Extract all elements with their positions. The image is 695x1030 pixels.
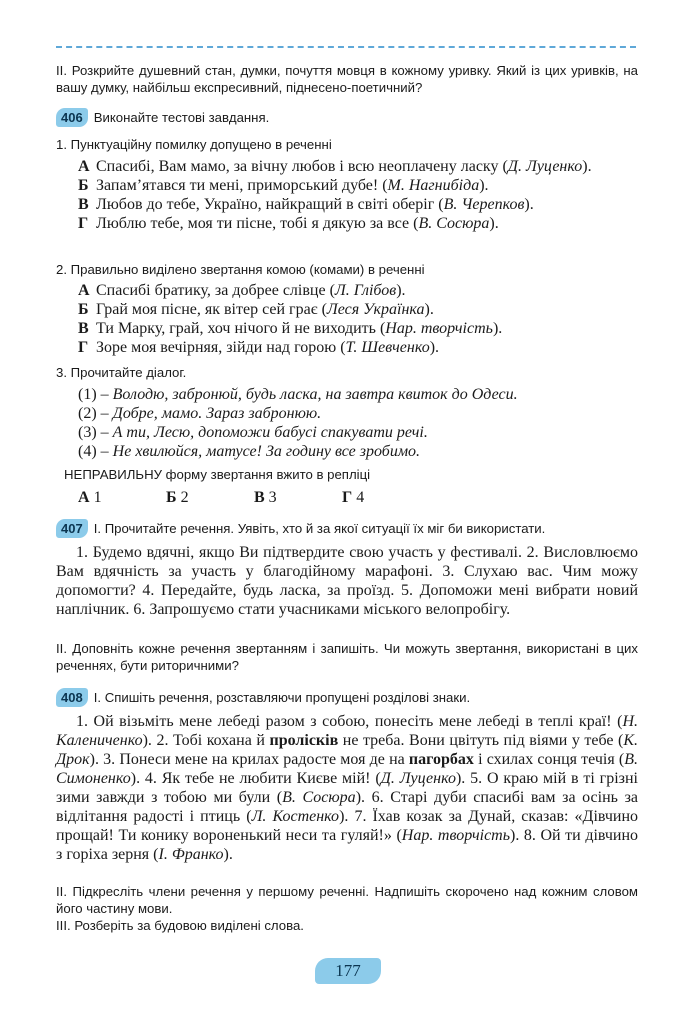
dialog-line-1: (1) – Володю, забронюй, будь ласка, на завтра квиток до Одеси. bbox=[78, 386, 518, 403]
ex406-number-badge: 406 bbox=[56, 108, 88, 127]
answer-d: Г 4 bbox=[342, 489, 365, 506]
ex407-instruction: I. Прочитайте речення. Уявіть, хто й за якої ситуації їх міг би використати. bbox=[93, 521, 546, 536]
ex408-header bbox=[56, 688, 638, 707]
dialog-line-3: (3) – А ти, Лесю, допоможи бабусі спакувати речі. bbox=[78, 424, 428, 441]
answer-b: Б 2 bbox=[166, 489, 189, 506]
ex408-text: 1. Ой візьміть мене лебеді разом з собою, понесіть мене лебеді в теплі краї! (Н. Калениченко). 2. Тобі кохана й пролісків не треба. Вони цвітуть під віями у тебе (К. Дрок). 3. Понеси мене на крилах радосте моя де на пагорбах і схилах сонця течія (В. Симоненко). 4. Як тебе не любити Києве мій! (Д. Луценко). 5. О краю мій в ті грізні зими завжди з тобою ми були (В. Сосюра). 6. Старі дуби спасибі вам за осінь за відлітання радості і птиць (Л. Костенко). 7. Їхав козак за Дунай, сказав: «Дівчино прощай! Ти конику вороненький неси та гуляй!» (Нар. творчість). 8. Ой ти дівчино з горіха зерня (І. Франко). bbox=[56, 713, 639, 863]
ex406-q1-option-b: Б Запам’ятався ти мені, приморський дубе! (М. Нагнибіда). bbox=[78, 177, 489, 194]
ex406-q1-options bbox=[78, 157, 636, 233]
dialog-line-2: (2) – Добре, мамо. Зараз забронюю. bbox=[78, 405, 322, 422]
ex406-q2-option-c: В Ти Марку, грай, хоч нічого й не виходить (Нар. творчість). bbox=[78, 320, 503, 337]
ex406-header bbox=[56, 108, 638, 127]
answer-a: А 1 bbox=[78, 489, 102, 506]
ex406-q1-option-c: В Любов до тебе, Україно, найкращий в світі оберіг (В. Черепков). bbox=[78, 196, 534, 213]
ex406-q2-option-a: А Спасибі братику, за добрее слівце (Л. Глібов). bbox=[78, 282, 406, 299]
ex406-q2-option-b: Б Грай моя пісне, як вітер сей грає (Леся Українка). bbox=[78, 301, 434, 318]
answer-c: В 3 bbox=[254, 489, 277, 506]
ex406-q2-option-d: Г Зоре моя вечірняя, зійди над горою (Т. Шевченко). bbox=[78, 339, 440, 356]
highlighted-word-1: пролісків bbox=[269, 732, 339, 749]
ex407-header bbox=[56, 519, 638, 538]
page-number: 177 bbox=[315, 958, 381, 984]
ex406-q3-dialog bbox=[78, 385, 636, 461]
ex408-instruction: I. Спишіть речення, розставляючи пропущені розділові знаки. bbox=[93, 690, 471, 705]
ex406-q2-title: 2. Правильно виділено звертання комою (комами) в реченні bbox=[56, 262, 425, 277]
ex407-task2: II. Доповніть кожне речення звертанням і запишіть. Чи можуть звертання, використані в цих реченнях, бути риторичними? bbox=[56, 641, 638, 673]
ex407-number-badge: 407 bbox=[56, 519, 88, 538]
ex408-task3: III. Розберіть за будовою виділені слова. bbox=[56, 918, 304, 933]
ex406-q1-option-a: А Спасибі, Вам мамо, за вічну любов і всю неоплачену ласку (Д. Луценко). bbox=[78, 158, 592, 175]
ex407-text: 1. Будемо вдячні, якщо Ви підтвердите свою участь у фестивалі. 2. Висловлюємо Вам вдячність за участь у благодійному марафоні. 3. Слухаю вас. Чим можу допомогти? 4. Передайте, будь ласка, за проїзд. 5. Допоможи мені вибрати новий наплічник. 6. Запрошуємо стати учасниками міського велопробігу. bbox=[56, 544, 638, 618]
intro-task: II. Розкрийте душевний стан, думки, почуття мовця в кожному уривку. Який із цих уривків, на вашу думку, найбільш експресивний, піднесено-поетичний? bbox=[56, 63, 638, 95]
ex406-q3-title: 3. Прочитайте діалог. bbox=[56, 365, 187, 380]
dialog-line-4: (4) – Не хвилюйся, матусе! За годину все зробимо. bbox=[78, 443, 421, 460]
ex406-q1-title: 1. Пунктуаційну помилку допущено в реченні bbox=[56, 137, 332, 152]
ex406-q2-options bbox=[78, 281, 636, 357]
ex408-number-badge: 408 bbox=[56, 688, 88, 707]
ex406-q3-answers bbox=[78, 488, 660, 507]
ex406-q3-question: НЕПРАВИЛЬНУ форму звертання вжито в репліці bbox=[64, 467, 371, 482]
top-dashed-divider bbox=[56, 46, 636, 48]
ex406-q1-option-d: Г Люблю тебе, моя ти пісне, тобі я дякую за все (В. Сосюра). bbox=[78, 215, 499, 232]
ex408-task2: II. Підкресліть члени речення у першому реченні. Надпишіть скорочено над кожним словом його частину мови. bbox=[56, 884, 638, 916]
ex406-instruction: Виконайте тестові завдання. bbox=[93, 110, 270, 125]
highlighted-word-2: пагорбах bbox=[408, 751, 474, 768]
